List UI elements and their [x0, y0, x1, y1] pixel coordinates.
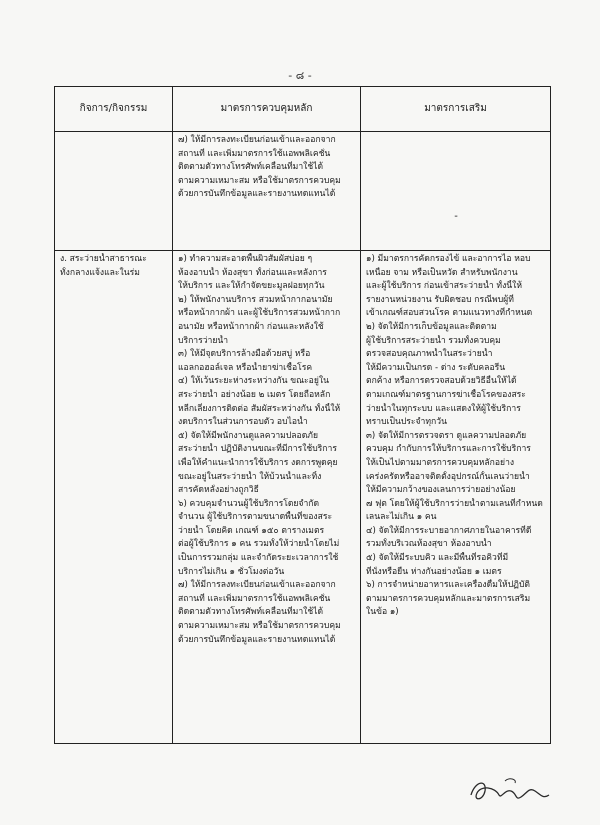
activity-line: ง. สระว่ายน้ำสาธารณะ — [60, 254, 147, 264]
main-measure-line: ติดตามตัวทางโทรศัพท์เคลื่อนที่มาใช้ได้ — [178, 607, 324, 618]
extra-measure-line: ๕) จัดให้มีระบบคิว และมีพื้นที่รอคิวที่มี — [366, 553, 509, 564]
main-measure-line: เพื่อให้คำแนะนำการใช้บริการ งดการพูดคุย — [178, 457, 338, 468]
extra-measure-line: รวมทั้งบริเวณห้องสุขา ห้องอาบน้ำ — [366, 539, 492, 550]
main-measure-line: สระว่ายน้ำ ปฏิบัติงานขณะที่มีการใช้บริการ — [178, 444, 337, 455]
extra-measure-line: เคร่งครัดหรืออาจติดตั้งอุปกรณ์กั้นเลนว่ายน้ำ — [366, 471, 530, 482]
main-measure-line: ด้วยการบันทึกข้อมูลและรายงานทดแทนได้ — [178, 189, 336, 200]
main-measure-line: หลีกเลี่ยงการติดต่อ สัมผัสระหว่างกัน ทั้งนี้ให้ — [178, 403, 341, 414]
main-measure-line: ๒) ให้พนักงานบริการ สวมหน้ากากอนามัย — [178, 294, 333, 305]
main-measure-line: บริการไม่เกิน ๑ ชั่วโมงต่อวัน — [178, 566, 285, 577]
measures-table — [54, 86, 551, 744]
main-measure-line: ๔) ให้เว้นระยะห่างระหว่างกัน ขณะอยู่ใน — [178, 376, 329, 387]
header-main-measures: มาตรการควบคุมหลัก — [173, 87, 361, 132]
header-activity: กิจการ/กิจกรรม — [55, 87, 173, 132]
table-row — [55, 132, 551, 251]
main-measure-line: สถานที่ และเพิ่มมาตรการใช้แอพพลิเคชั่น — [178, 148, 331, 159]
main-measures-cell — [173, 132, 361, 251]
main-measure-line: ๖) ควบคุมจำนวนผู้ใช้บริการโดยจำกัด — [178, 498, 320, 509]
main-measure-line: ๓) ให้มีจุดบริการล้างมือด้วยสบู่ หรือ — [178, 349, 311, 360]
main-measure-line: หรือหน้ากากผ้า และผู้ใช้บริการสวมหน้ากาก — [178, 308, 341, 319]
extra-measure-line: ๔) จัดให้มีการระบายอากาศภายในอาคารที่ดี — [366, 525, 532, 536]
main-measure-line: สารคัดหลั่งอย่างถูกวิธี — [178, 485, 259, 496]
extra-measure-line: ๗ ฟุต โดยให้ผู้ใช้บริการว่ายน้ำตามเลนที่กำหนด — [366, 498, 543, 509]
empty-dash: - — [454, 211, 458, 222]
extra-measure-line: ให้มีความเป็นกรด - ด่าง ระดับคลอรีน — [366, 362, 506, 373]
main-measure-line: ๑) ทำความสะอาดพื้นผิวสัมผัสบ่อย ๆ — [178, 254, 313, 264]
main-measure-line: งดบริการในส่วนการอบตัว อบไอน้ำ — [178, 417, 308, 428]
main-measure-line: แอลกอฮอล์เจล หรือน้ำยาฆ่าเชื้อโรค — [178, 362, 313, 373]
extra-measure-line: ๖) การจำหน่ายอาหารและเครื่องดื่มให้ปฏิบัติ — [366, 580, 530, 591]
main-measure-line: ตามความเหมาะสม หรือใช้มาตรการควบคุม — [178, 621, 341, 632]
activity-line: ทั้งกลางแจ้งและในร่ม — [60, 267, 140, 278]
extra-measure-line: ตามมาตรการควบคุมหลักและมาตรการเสริม — [366, 593, 531, 604]
main-measure-line: ตามความเหมาะสม หรือใช้มาตรการควบคุม — [178, 175, 341, 186]
extra-measure-line: ๒) จัดให้มีการเก็บข้อมูลและติดตาม — [366, 321, 497, 332]
page-number: - ๘ - — [288, 69, 312, 82]
table-row — [55, 251, 551, 744]
main-measure-line: สถานที่ และเพิ่มมาตรการใช้แอพพลิเคชั่น — [178, 593, 331, 604]
extra-measure-line: ในข้อ ๑) — [366, 607, 399, 618]
extra-measure-line: ว่ายน้ำในทุกระบบ และแสดงให้ผู้ใช้บริการ — [366, 403, 521, 414]
extra-measure-line: ที่นั่งหรือยืน ห่างกันอย่างน้อย ๑ เมตร — [366, 566, 502, 577]
extra-measures-cell — [361, 132, 551, 251]
main-measures-cell — [173, 251, 361, 744]
main-measure-line: ให้บริการ และให้กำจัดขยะมูลฝอยทุกวัน — [178, 281, 325, 292]
extra-measure-line: รายงานหน่วยงาน รับผิดชอบ กรณีพบผู้ที่ — [366, 294, 514, 305]
extra-measure-line: ควบคุม กำกับการให้บริการและการใช้บริการ — [366, 444, 531, 455]
extra-measure-line: ๑) มีมาตรการคัดกรองไข้ และอาการไอ หอบ — [366, 254, 531, 264]
extra-measure-line: เข้าเกณฑ์สอบสวนโรค ตามแนวทางที่กำหนด — [366, 308, 533, 319]
extra-measure-line: เลนละไม่เกิน ๑ คน — [366, 512, 437, 523]
main-measure-line: สระว่ายน้ำ อย่างน้อย ๒ เมตร โดยถือหลัก — [178, 389, 331, 400]
table-header-row — [55, 87, 551, 132]
main-measure-line: ว่ายน้ำ โดยคิด เกณฑ์ ๑๕๐ ตารางเมตร — [178, 525, 325, 536]
main-measure-line: ต่อผู้ใช้บริการ ๑ คน รวมทั้งให้ว่ายน้ำโดยไม่ — [178, 539, 340, 550]
extra-measure-line: ผู้ใช้บริการสระว่ายน้ำ รวมทั้งควบคุม — [366, 335, 501, 346]
main-measure-line: บริการว่ายน้ำ — [178, 335, 229, 346]
extra-measure-line: ทราบเป็นประจำทุกวัน — [366, 417, 447, 428]
main-measure-line: ๗) ให้มีการลงทะเบียนก่อนเข้าและออกจาก — [178, 135, 336, 145]
extra-measure-line: ๓) จัดให้มีการตรวจตรา ดูแลความปลอดภัย — [366, 430, 527, 441]
main-measure-line: ๗) ให้มีการลงทะเบียนก่อนเข้าและออกจาก — [178, 580, 336, 591]
main-measure-line: จำนวน ผู้ใช้บริการตามขนาดพื้นที่ของสระ — [178, 512, 333, 523]
main-measure-line: อนามัย หรือหน้ากากผ้า ก่อนและหลังใช้ — [178, 321, 324, 332]
main-measure-line: ห้องอาบน้ำ ห้องสุขา ทั้งก่อนและหลังการ — [178, 267, 327, 278]
extra-measures-cell — [361, 251, 551, 744]
main-measure-line: ๕) จัดให้มีพนักงานดูแลความปลอดภัย — [178, 430, 318, 441]
extra-measure-line: ตามเกณฑ์มาตรฐานการฆ่าเชื้อโรคของสระ — [366, 389, 526, 400]
extra-measure-line: ให้มีความกว้างของเลนการว่ายอย่างน้อย — [366, 485, 516, 496]
extra-measure-line: เหนื่อย จาม หรือเป็นหวัด สำหรับพนักงาน — [366, 267, 518, 278]
main-measure-line: ด้วยการบันทึกข้อมูลและรายงานทดแทนได้ — [178, 634, 336, 645]
main-measure-line: ขณะอยู่ในสระว่ายน้ำ ให้บ้วนน้ำและทิ้ง — [178, 471, 322, 482]
activity-cell — [55, 251, 173, 744]
extra-measure-line: ตรวจสอบคุณภาพน้ำในสระว่ายน้ำ — [366, 349, 493, 360]
main-measure-line: เป็นการรวมกลุ่ม และจำกัดระยะเวลาการใช้ — [178, 553, 339, 564]
extra-measure-line: และผู้ใช้บริการ ก่อนเข้าสระว่ายน้ำ ทั้งนี้ให้ — [366, 281, 523, 292]
extra-measure-line: ตกค้าง หรือการตรวจสอบด้วยวิธีอื่นให้ได้ — [366, 376, 517, 387]
extra-measure-line: ให้เป็นไปตามมาตรการควบคุมหลักอย่าง — [366, 457, 515, 468]
header-extra-measures: มาตรการเสริม — [361, 87, 551, 132]
main-measure-line: ติดตามตัวทางโทรศัพท์เคลื่อนที่มาใช้ได้ — [178, 162, 324, 173]
activity-cell — [55, 132, 173, 251]
